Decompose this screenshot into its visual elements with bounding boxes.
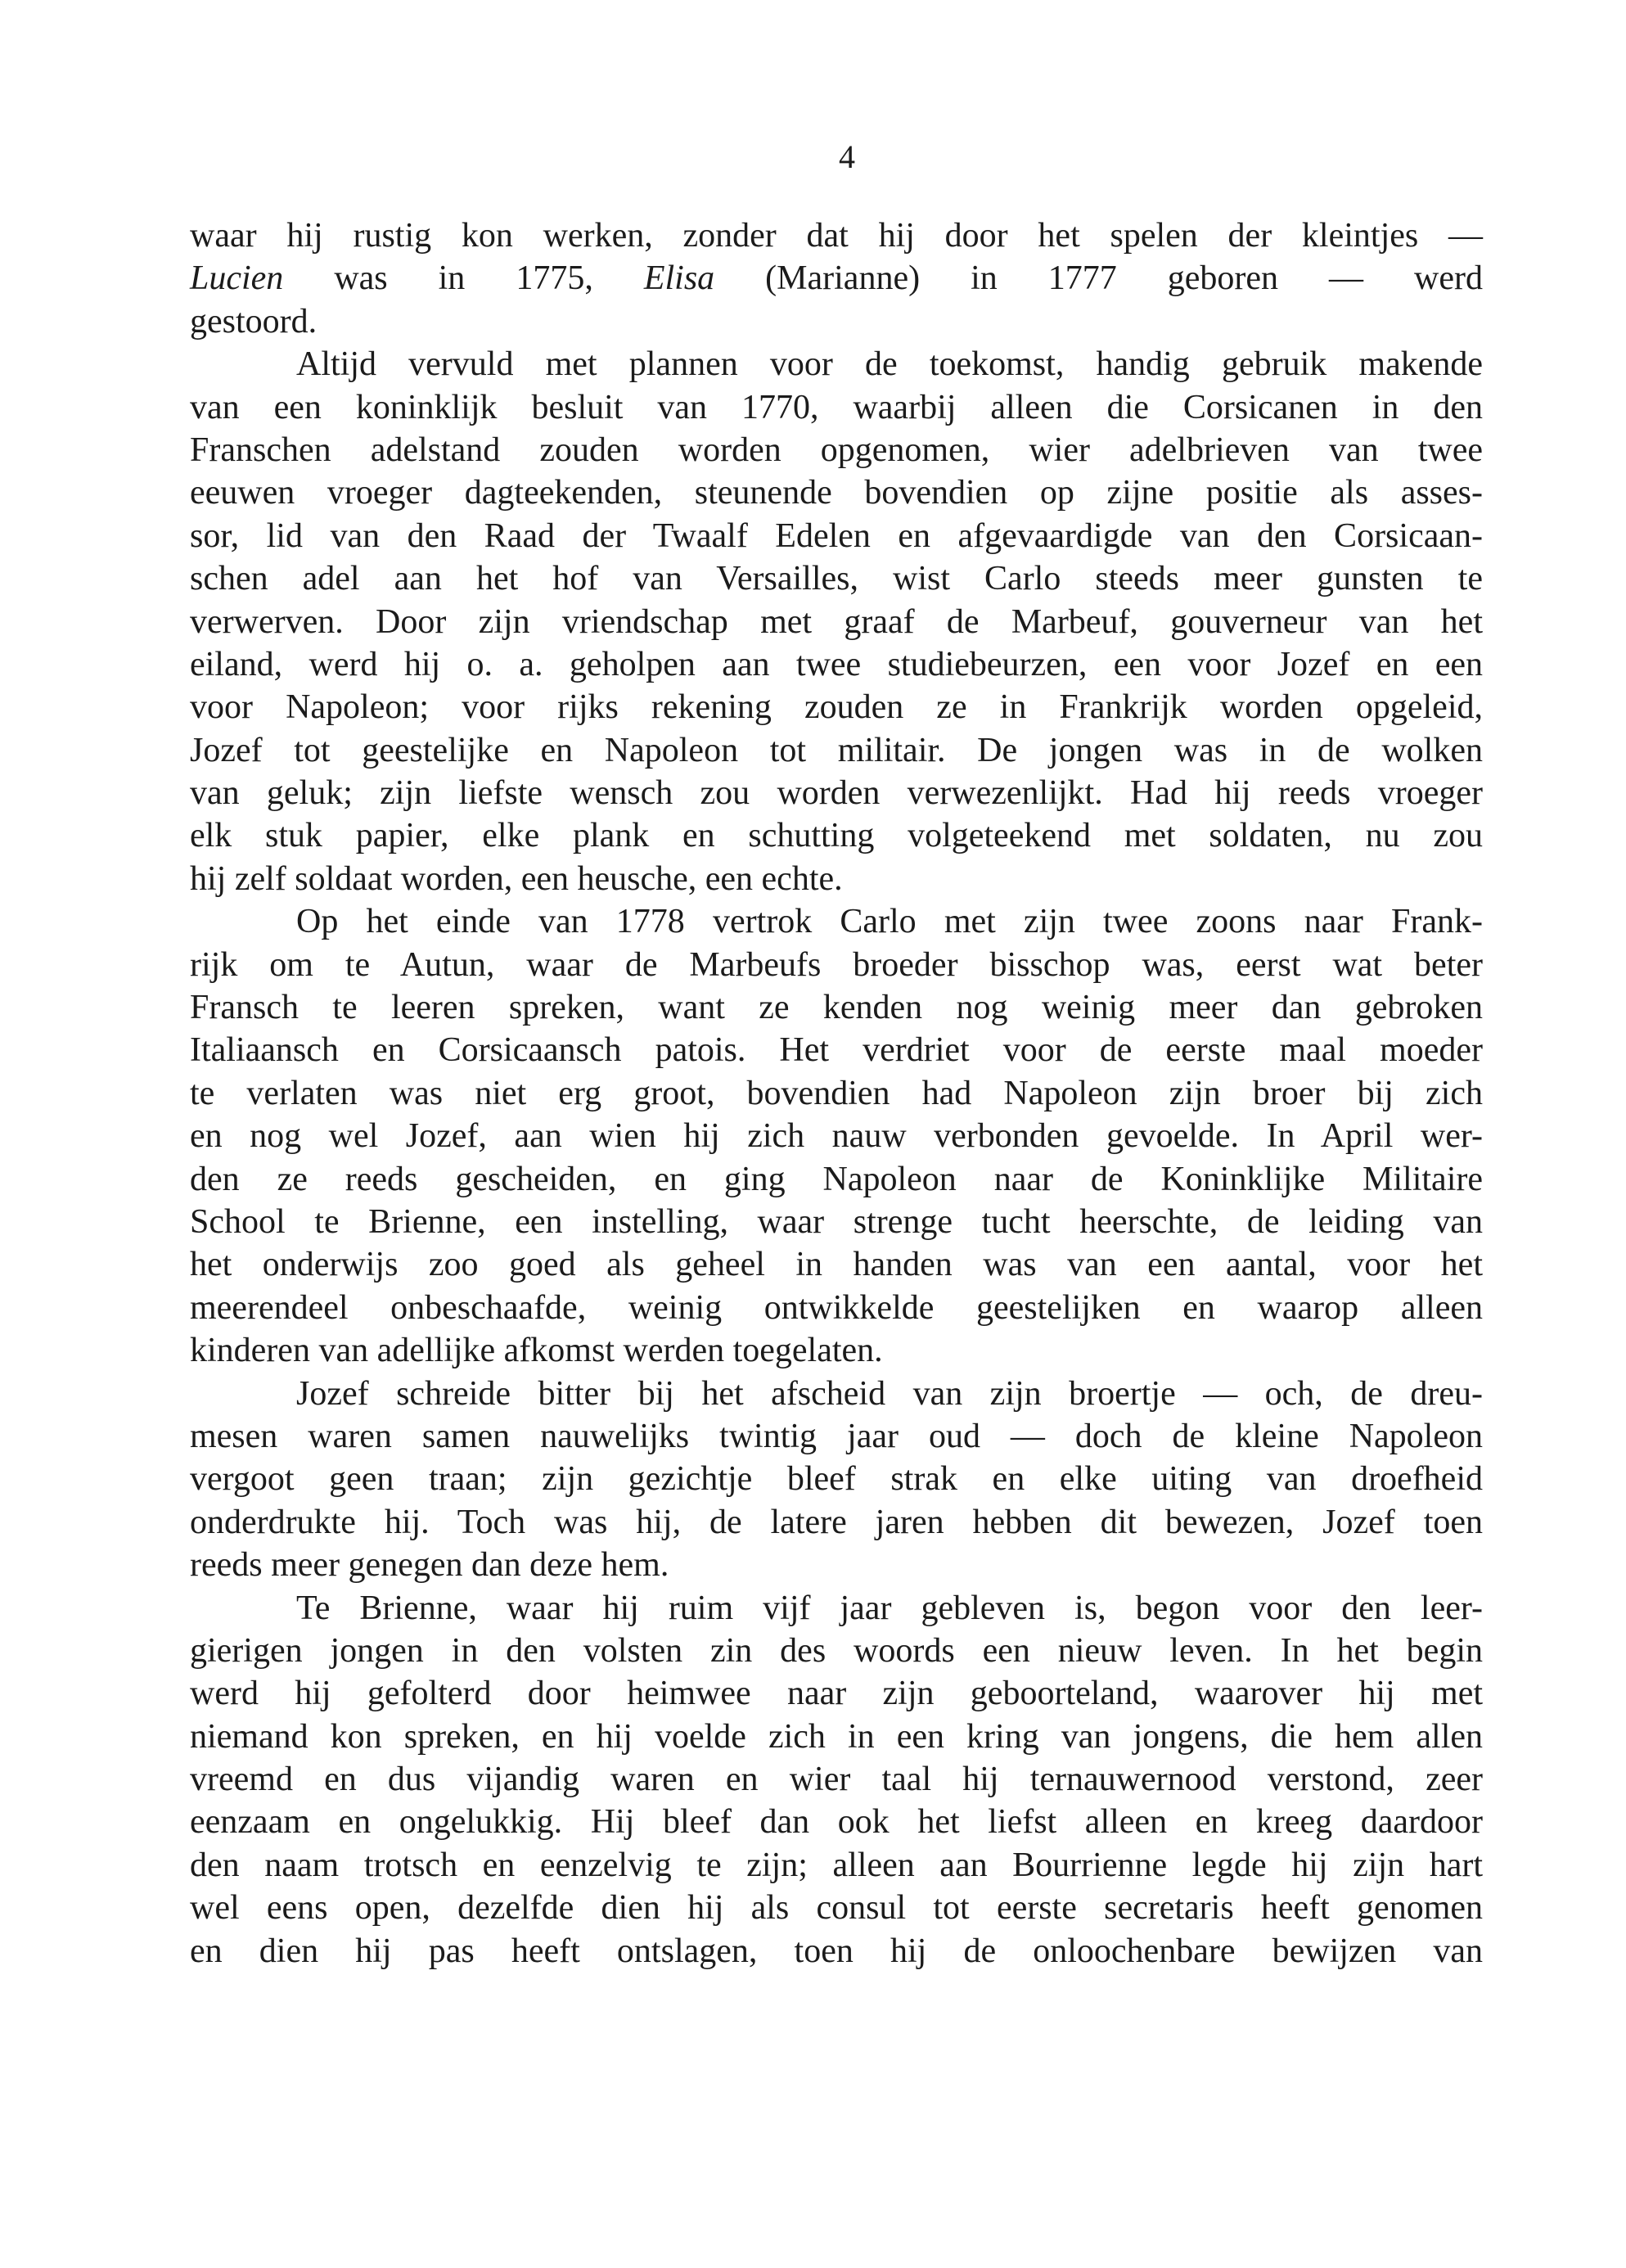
text-line bbox=[190, 1243, 1483, 1286]
text-segment: van een koninklijk besluit van 1770, waarbij alleen die Corsicanen in den bbox=[190, 388, 1483, 426]
text-segment: Fransch te leeren spreken, want ze kenden nog weinig meer dan gebroken bbox=[190, 989, 1483, 1027]
text-line bbox=[190, 1887, 1483, 1929]
text-segment: van geluk; zijn liefste wensch zou worden verwezenlijkt. Had hij reeds vroeger bbox=[190, 774, 1483, 813]
text-segment: (Marianne) in 1777 geboren — werd bbox=[714, 259, 1483, 298]
text-line bbox=[190, 729, 1483, 772]
text-line bbox=[190, 257, 1483, 300]
text-line bbox=[190, 1373, 1483, 1415]
text-segment: vreemd en dus vijandig waren en wier taal hij ternauwernood verstond, zeer bbox=[190, 1761, 1483, 1799]
text-line bbox=[190, 1716, 1483, 1758]
text-line bbox=[190, 900, 1483, 943]
text-segment: eiland, werd hij o. a. geholpen aan twee studiebeurzen, een voor Jozef en een bbox=[190, 645, 1483, 683]
text-segment: den naam trotsch en eenzelvig te zijn; alleen aan Bourrienne legde hij zijn hart bbox=[190, 1846, 1483, 1884]
body-text bbox=[190, 214, 1483, 1973]
text-line bbox=[190, 986, 1483, 1029]
text-segment: hij zelf soldaat worden, een heusche, een echte. bbox=[190, 859, 843, 898]
text-line bbox=[190, 386, 1483, 429]
text-segment: Jozef schreide bitter bij het afscheid van zijn broertje — och, de dreu- bbox=[296, 1374, 1483, 1413]
text-line bbox=[190, 1544, 1483, 1586]
text-segment: den ze reeds gescheiden, en ging Napoleon naar de Koninklijke Militaire bbox=[190, 1160, 1483, 1198]
text-segment: waar hij rustig kon werken, zonder dat hij door het spelen der kleintjes — bbox=[190, 217, 1483, 255]
text-line bbox=[190, 643, 1483, 686]
text-line bbox=[190, 1201, 1483, 1243]
text-segment: Altijd vervuld met plannen voor de toekomst, handig gebruik makende bbox=[296, 345, 1483, 384]
text-segment: Jozef tot geestelijke en Napoleon tot militair. De jongen was in de wolken bbox=[190, 731, 1483, 769]
text-segment: kinderen van adellijke afkomst werden toegelaten. bbox=[190, 1332, 883, 1370]
text-line bbox=[190, 858, 1483, 900]
text-line bbox=[190, 300, 1483, 343]
text-segment: sor, lid van den Raad der Twaalf Edelen en afgevaardigde van den Corsicaan- bbox=[190, 516, 1483, 555]
text-segment: en nog wel Jozef, aan wien hij zich nauw verbonden gevoelde. In April wer- bbox=[190, 1117, 1483, 1156]
text-line bbox=[190, 1072, 1483, 1115]
text-line bbox=[190, 1329, 1483, 1372]
text-segment: meerendeel onbeschaafde, weinig ontwikkelde geestelijken en waarop alleen bbox=[190, 1288, 1483, 1327]
text-segment: schen adel aan het hof van Versailles, wist Carlo steeds meer gunsten te bbox=[190, 560, 1483, 598]
text-line bbox=[190, 1458, 1483, 1500]
text-segment: het onderwijs zoo goed als geheel in handen was van een aantal, voor het bbox=[190, 1246, 1483, 1284]
text-segment: werd hij gefolterd door heimwee naar zijn geboorteland, waarover hij met bbox=[190, 1675, 1483, 1713]
text-line bbox=[190, 557, 1483, 600]
text-line bbox=[190, 1287, 1483, 1329]
text-line bbox=[190, 515, 1483, 557]
text-segment: was in 1775, bbox=[283, 259, 644, 298]
text-line bbox=[190, 1587, 1483, 1630]
page-number: 4 bbox=[839, 138, 855, 175]
text-segment: mesen waren samen nauwelijks twintig jaar oud — doch de kleine Napoleon bbox=[190, 1417, 1483, 1455]
text-line bbox=[190, 1115, 1483, 1157]
text-segment: eenzaam en ongelukkig. Hij bleef dan ook het liefst alleen en kreeg daardoor bbox=[190, 1803, 1483, 1842]
text-segment: voor Napoleon; voor rijks rekening zouden ze in Frankrijk worden opgeleid, bbox=[190, 688, 1483, 727]
text-line bbox=[190, 1844, 1483, 1887]
text-segment: School te Brienne, een instelling, waar strenge tucht heerschte, de leiding van bbox=[190, 1202, 1483, 1241]
text-line bbox=[190, 471, 1483, 514]
text-segment: niemand kon spreken, en hij voelde zich in een kring van jongens, die hem allen bbox=[190, 1717, 1483, 1756]
text-segment: elk stuk papier, elke plank en schutting volgeteekend met soldaten, nu zou bbox=[190, 817, 1483, 855]
italic-name: Lucien bbox=[190, 259, 284, 298]
text-segment: Te Brienne, waar hij ruim vijf jaar gebleven is, begon voor den leer- bbox=[296, 1589, 1483, 1627]
text-line bbox=[190, 1930, 1483, 1973]
text-line bbox=[190, 1415, 1483, 1458]
text-segment: onderdrukte hij. Toch was hij, de latere jaren hebben dit bewezen, Jozef toen bbox=[190, 1503, 1483, 1541]
text-line bbox=[190, 814, 1483, 857]
text-segment: Italiaansch en Corsicaansch patois. Het verdriet voor de eerste maal moeder bbox=[190, 1031, 1483, 1070]
text-line bbox=[190, 772, 1483, 814]
text-segment: gierigen jongen in den volsten zin des woords een nieuw leven. In het begin bbox=[190, 1631, 1483, 1670]
text-segment: eeuwen vroeger dagteekenden, steunende bovendien op zijne positie als asses- bbox=[190, 474, 1483, 512]
italic-name: Elisa bbox=[643, 259, 715, 298]
text-line bbox=[190, 429, 1483, 471]
text-line bbox=[190, 1501, 1483, 1544]
text-segment: gestoord. bbox=[190, 302, 318, 340]
text-line bbox=[190, 214, 1483, 257]
text-line bbox=[190, 944, 1483, 986]
text-segment: Franschen adelstand zouden worden opgenomen, wier adelbrieven van twee bbox=[190, 431, 1483, 469]
text-line bbox=[190, 1630, 1483, 1672]
text-line bbox=[190, 1672, 1483, 1715]
text-line bbox=[190, 1029, 1483, 1071]
text-line bbox=[190, 1158, 1483, 1201]
text-segment: te verlaten was niet erg groot, bovendien had Napoleon zijn broer bij zich bbox=[190, 1074, 1483, 1112]
text-line bbox=[190, 1801, 1483, 1843]
text-line bbox=[190, 343, 1483, 386]
text-segment: Op het einde van 1778 vertrok Carlo met zijn twee zoons naar Frank- bbox=[296, 903, 1483, 941]
text-line bbox=[190, 686, 1483, 728]
text-segment: wel eens open, dezelfde dien hij als consul tot eerste secretaris heeft genomen bbox=[190, 1889, 1483, 1928]
text-segment: verwerven. Door zijn vriendschap met graaf de Marbeuf, gouverneur van het bbox=[190, 602, 1483, 641]
text-segment: reeds meer genegen dan deze hem. bbox=[190, 1546, 669, 1585]
text-segment: rijk om te Autun, waar de Marbeufs broeder bisschop was, eerst wat beter bbox=[190, 945, 1483, 984]
text-line bbox=[190, 601, 1483, 643]
text-segment: en dien hij pas heeft ontslagen, toen hij de onloochenbare bewijzen van bbox=[190, 1932, 1483, 1970]
text-line bbox=[190, 1758, 1483, 1801]
text-segment: vergoot geen traan; zijn gezichtje bleef strak en elke uiting van droefheid bbox=[190, 1460, 1483, 1499]
